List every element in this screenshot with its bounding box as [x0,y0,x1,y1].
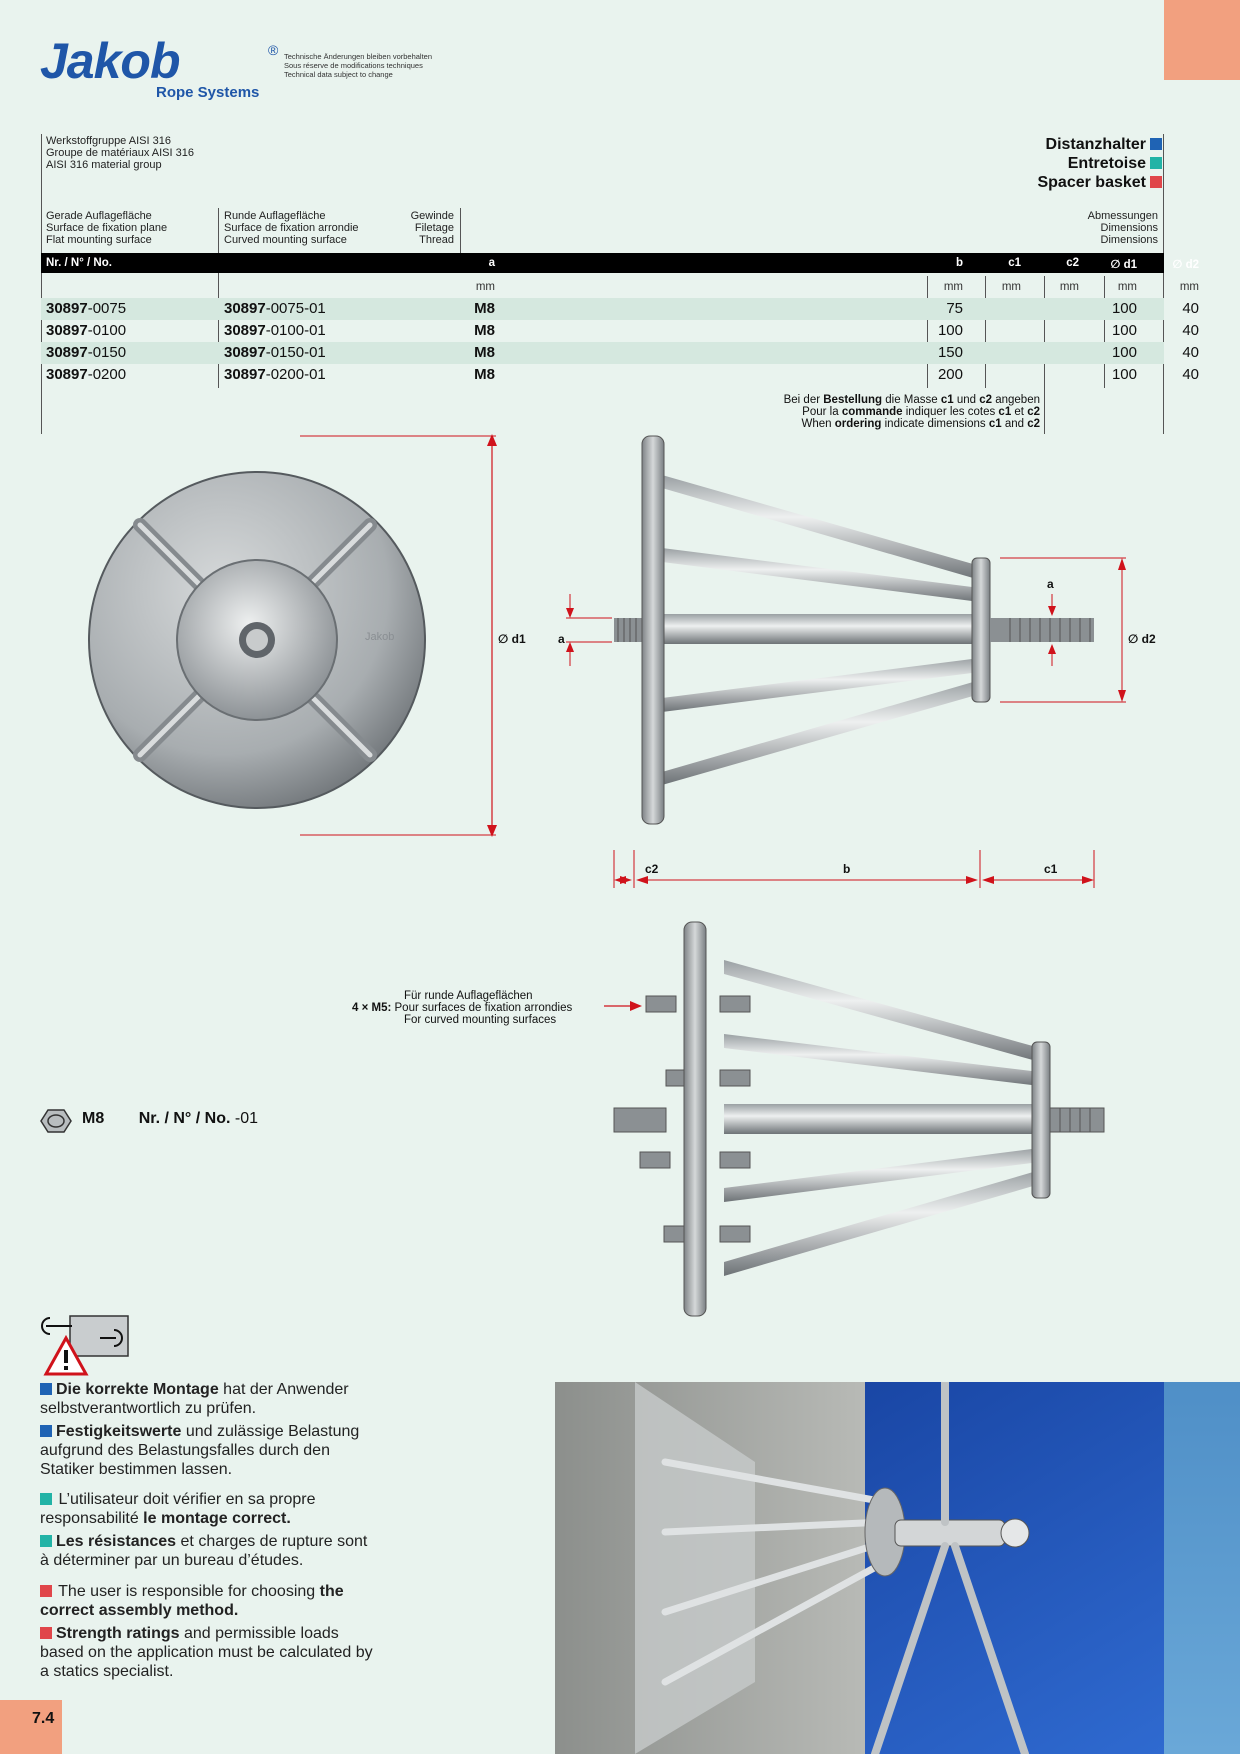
logo-subtitle: Rope Systems [156,84,260,101]
square-icon [40,1535,52,1547]
side-bar [1164,1382,1240,1754]
dim-label-a-right: a [1047,577,1054,591]
table-header: Nr. / N° / No. a b c1 c2 ∅ d1 ∅ d2 [41,253,1164,273]
table-row: 30897-0075 30897-0075-01 M8 75 100 40 [41,298,1164,320]
category-en: Spacer basket [1037,173,1162,192]
m5-arrow [604,998,644,1014]
spacer-side-view [540,430,1150,890]
category-fr: Entretoise [1037,154,1162,173]
logo-registered-mark: ® [268,42,279,58]
warning-en-2: Strength ratings and permissible loads based on the application must be calculated by a statics specialist. [40,1625,373,1680]
dim-label-d1: ∅ d1 [498,632,526,646]
m5-note: Für runde Auflageflächen 4 × M5: Pour surfaces de fixation arrondies For curved mounting surfaces [352,990,573,1026]
order-note: Bei der Bestellung die Masse c1 und c2 angeben Pour la commande indiquer les cotes c1 et c2 When ordering indicate dimensions c1 and c2 [783,394,1040,430]
nut-line: M8 Nr. / N° / No. -01 [82,1110,259,1127]
dim-label-b: b [843,862,851,876]
warning-fr-2: Les résistances et charges de rupture sont à déterminer par un bureau d’études. [40,1533,368,1569]
material-group: Werkstoffgruppe AISI 316 Groupe de matériaux AISI 316 AISI 316 material group [46,135,194,171]
dim-label-a-left: a [558,632,565,646]
category-titles [1037,135,1162,192]
dim-label-c1: c1 [1044,862,1058,876]
spacer-curved-view [600,916,1110,1326]
page-number: 7.4 [32,1710,55,1727]
table-row: 30897-0100 30897-0100-01 M8 100 100 40 [46,322,1199,339]
plate-brand-mark: Jakob [365,631,395,643]
corner-tab [1164,0,1240,80]
units-row: mm mm mm mm mm mm [475,281,1199,293]
heading-flat-surface: Gerade Auflagefläche Surface de fixation plane Flat mounting surface [46,210,168,246]
warning-de-1: Die korrekte Montage hat der Anwender selbstverantwortlich zu prüfen. [40,1381,349,1417]
square-icon [40,1585,52,1597]
table-row: 30897-0150 30897-0150-01 M8 150 100 40 [41,342,1164,364]
square-icon [1150,138,1162,150]
heading-dimensions: Abmessungen Dimensions Dimensions [1087,210,1158,246]
square-icon [1150,157,1162,169]
dim-label-d2: ∅ d2 [1128,632,1156,646]
hex-nut-icon [40,1108,72,1134]
dim-label-c2: c2 [645,862,659,876]
table-row: 30897-0200 30897-0200-01 M8 200 100 40 [46,366,1199,383]
installation-photo [555,1382,1164,1754]
square-icon [1150,176,1162,188]
category-de: Distanzhalter [1037,135,1162,154]
logo: Jakob [40,33,180,89]
assembly-warning-icon [40,1312,132,1376]
square-icon [40,1627,52,1639]
square-icon [40,1425,52,1437]
square-icon [40,1383,52,1395]
page-number-tab [0,1700,62,1754]
technical-notice: Technische Änderungen bleiben vorbehalten Sous réserve de modifications techniques Technical data subject to change [284,52,433,79]
warning-fr-1: L’utilisateur doit vérifier en sa propre responsabilité le montage correct. [40,1491,316,1527]
heading-thread: Gewinde Filetage Thread [410,210,454,246]
square-icon [40,1493,52,1505]
plate-front-view [40,430,520,850]
warning-en-1: The user is responsible for choosing the correct assembly method. [40,1583,344,1619]
heading-curved-surface: Runde Auflagefläche Surface de fixation arrondie Curved mounting surface [224,210,359,246]
warning-de-2: Festigkeitswerte und zulässige Belastung aufgrund des Belastungsfalles durch den Statiker bestimmen lassen. [40,1423,360,1478]
